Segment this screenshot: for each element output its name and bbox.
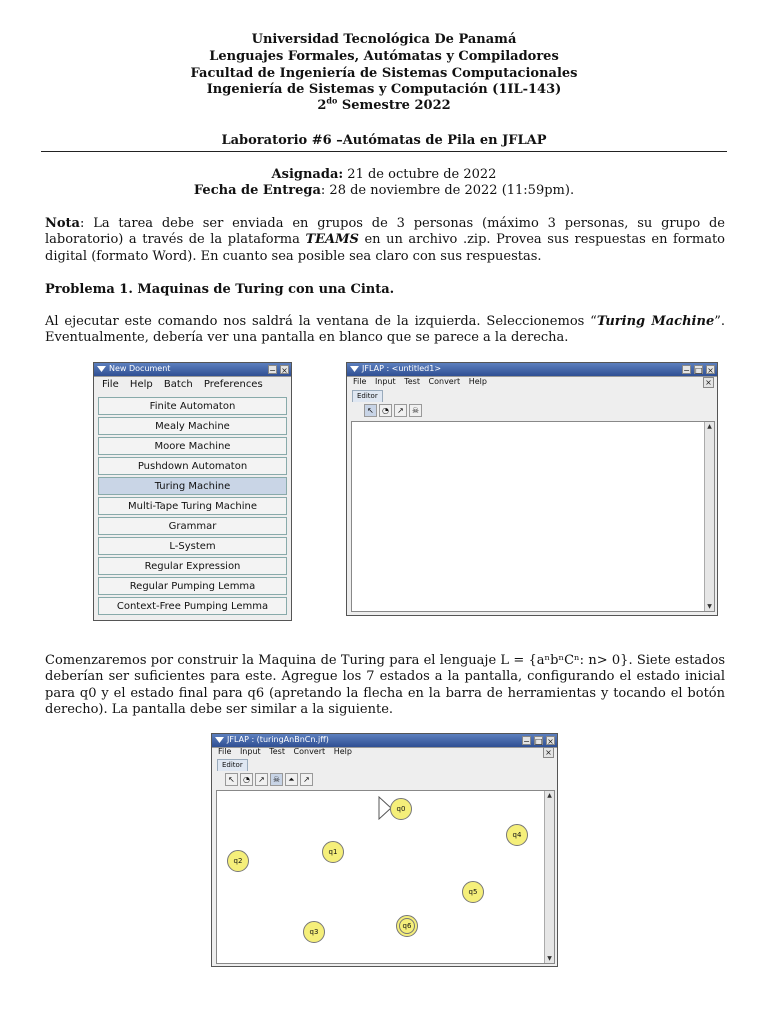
- scroll-down-icon[interactable]: ▼: [707, 603, 712, 610]
- menu-batch[interactable]: Batch: [163, 379, 193, 390]
- finite-automaton-button[interactable]: Finite Automaton: [98, 397, 287, 415]
- regular-pumping-lemma-button[interactable]: Regular Pumping Lemma: [98, 577, 287, 595]
- close-icon[interactable]: ×: [547, 737, 554, 746]
- window-title: JFLAP : <untitled1>: [362, 364, 442, 373]
- vertical-scrollbar[interactable]: [704, 422, 714, 611]
- semester: $2^{do}$ Semestre 2022: [317, 95, 451, 113]
- jflap-empty-menubar: [347, 377, 717, 389]
- new-document-menubar: [94, 379, 291, 393]
- state-q5[interactable]: q5: [462, 881, 484, 903]
- turing-machine-button[interactable]: Turing Machine: [98, 477, 287, 495]
- state-q0[interactable]: q0: [390, 798, 412, 820]
- tab-editor[interactable]: Editor: [217, 759, 248, 771]
- window-title: JFLAP : (turingAnBnCn.jff): [227, 735, 329, 744]
- state-diagram-canvas[interactable]: [216, 790, 555, 964]
- vertical-scrollbar[interactable]: [544, 791, 554, 963]
- window-menu-icon[interactable]: [350, 365, 359, 373]
- menu-input[interactable]: Input: [239, 747, 261, 756]
- menu-input[interactable]: Input: [374, 377, 396, 386]
- attribute-editor-arrow-icon[interactable]: ↖: [364, 404, 377, 417]
- problem1-intro: Al ejecutar este comando nos saldrá la ventana de la izquierda. Seleccionemos “Turing Machine”. Eventualmente, debería ver una pantalla en blanco que se parece a la derecha.: [45, 314, 725, 346]
- menu-help[interactable]: Help: [333, 747, 352, 756]
- l-system-button[interactable]: L-System: [98, 537, 287, 555]
- new-document-window: [93, 362, 292, 621]
- state-creator-icon[interactable]: ◔: [240, 773, 253, 786]
- menu-file[interactable]: File: [218, 747, 232, 756]
- grammar-button[interactable]: Grammar: [98, 517, 287, 535]
- deleter-icon[interactable]: ☠: [409, 404, 422, 417]
- state-creator-icon[interactable]: ◔: [379, 404, 392, 417]
- window-menu-icon[interactable]: [97, 365, 106, 373]
- state-q1[interactable]: q1: [322, 841, 344, 863]
- editor-canvas[interactable]: [351, 421, 715, 612]
- course-name: Lenguajes Formales, Autómatas y Compiladores: [209, 49, 559, 64]
- maximize-icon[interactable]: □: [695, 366, 703, 375]
- transition-creator-icon[interactable]: ↗: [255, 773, 268, 786]
- state-q4[interactable]: q4: [506, 824, 528, 846]
- menu-file[interactable]: File: [353, 377, 367, 386]
- note-paragraph: Nota: La tarea debe ser enviada en grupos de 3 personas (máximo 3 personas, su grupo de laboratorio) a través de la plataforma TEAMS en un archivo .zip. Provea sus respuestas en formato digital (formato Word). En cuanto sea posible sea claro con sus respuestas.: [45, 216, 726, 264]
- lab-title: Laboratorio #6 –Autómatas de Pila en JFLAP: [221, 133, 547, 148]
- new-document-titlebar: [94, 363, 291, 377]
- state-q3[interactable]: q3: [303, 921, 325, 943]
- window-menu-icon[interactable]: [215, 736, 224, 744]
- undo-icon[interactable]: ⏶: [285, 773, 298, 786]
- minimize-icon[interactable]: −: [683, 366, 690, 375]
- state-q6[interactable]: q6: [396, 915, 418, 937]
- attribute-editor-arrow-icon[interactable]: ↖: [225, 773, 238, 786]
- menu-test[interactable]: Test: [269, 747, 285, 756]
- window-title: New Document: [109, 364, 171, 373]
- multi-tape-turing-machine-button[interactable]: Multi-Tape Turing Machine: [98, 497, 287, 515]
- deleter-icon[interactable]: ☠: [270, 773, 283, 786]
- problem1-heading: Problema 1. Maquinas de Turing con una Cinta.: [45, 282, 395, 297]
- close-icon[interactable]: ×: [281, 366, 288, 375]
- jflap-empty-editor-window: [346, 362, 718, 616]
- close-tab-icon[interactable]: ×: [703, 377, 714, 388]
- jflap-states-titlebar: [212, 734, 557, 748]
- tab-editor[interactable]: Editor: [352, 390, 383, 402]
- scroll-down-icon[interactable]: ▼: [547, 955, 552, 962]
- pushdown-automaton-button[interactable]: Pushdown Automaton: [98, 457, 287, 475]
- mealy-machine-button[interactable]: Mealy Machine: [98, 417, 287, 435]
- maximize-icon[interactable]: □: [535, 737, 543, 746]
- menu-file[interactable]: File: [102, 379, 119, 390]
- faculty-name: Facultad de Ingeniería de Sistemas Computacionales: [190, 66, 578, 81]
- state-q2[interactable]: q2: [227, 850, 249, 872]
- redo-icon[interactable]: ↗: [300, 773, 313, 786]
- moore-machine-button[interactable]: Moore Machine: [98, 437, 287, 455]
- regular-expression-button[interactable]: Regular Expression: [98, 557, 287, 575]
- scroll-up-icon[interactable]: ▲: [547, 792, 552, 799]
- minimize-icon[interactable]: −: [523, 737, 530, 746]
- minimize-icon[interactable]: −: [269, 366, 276, 375]
- close-icon[interactable]: ×: [707, 366, 714, 375]
- jflap-states-editor-window: [211, 733, 558, 967]
- menu-help[interactable]: Help: [468, 377, 487, 386]
- menu-preferences[interactable]: Preferences: [203, 379, 263, 390]
- header-divider: [41, 151, 727, 152]
- scroll-up-icon[interactable]: ▲: [707, 423, 712, 430]
- context-free-pumping-lemma-button[interactable]: Context-Free Pumping Lemma: [98, 597, 287, 615]
- program-name: Ingeniería de Sistemas y Computación (1IL-143): [206, 82, 562, 97]
- jflap-empty-titlebar: [347, 363, 717, 377]
- assigned-date: Asignada: 21 de octubre de 2022: [271, 167, 497, 182]
- menu-help[interactable]: Help: [129, 379, 153, 390]
- jflap-states-menubar: [212, 747, 557, 759]
- transition-creator-icon[interactable]: ↗: [394, 404, 407, 417]
- menu-convert[interactable]: Convert: [293, 747, 326, 756]
- close-tab-icon[interactable]: ×: [543, 747, 554, 758]
- university-name: Universidad Tecnológica De Panamá: [251, 32, 517, 47]
- problem1-instructions: Comenzaremos por construir la Maquina de Turing para el lenguaje L = {aⁿbⁿCⁿ: n> 0}. Siete estados deberían ser suficientes para este. Agregue los 7 estados a la pantalla, configurando el estado inicial para q0 y el estado final para q6 (apretando la flecha en la barra de herramientas y tocando el botón derecho). La pantalla debe ser similar a la siguiente.: [45, 653, 725, 717]
- menu-convert[interactable]: Convert: [428, 377, 461, 386]
- menu-test[interactable]: Test: [404, 377, 420, 386]
- due-date: Fecha de Entrega: 28 de noviembre de 2022 (11:59pm).: [193, 183, 575, 198]
